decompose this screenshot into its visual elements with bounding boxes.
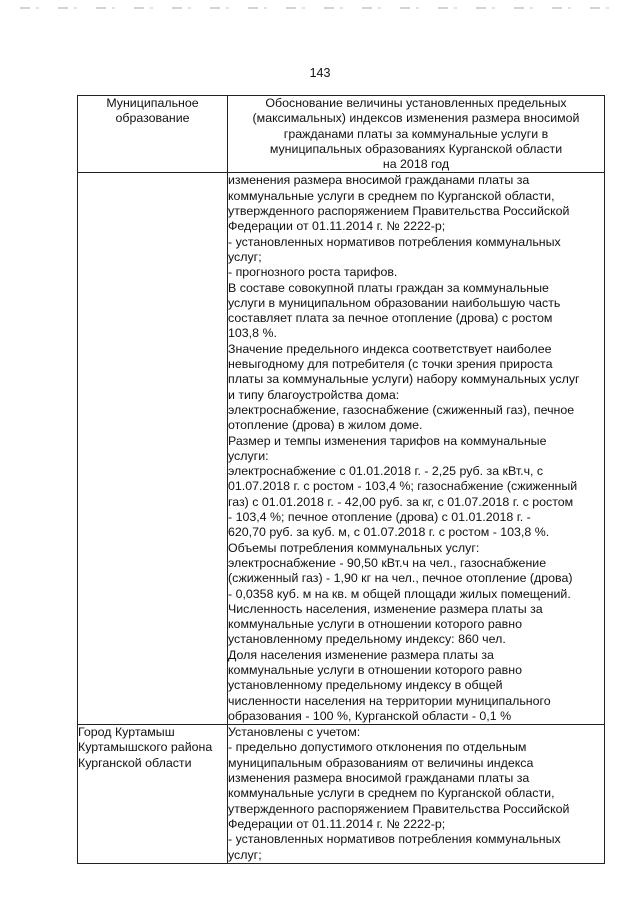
text-line: Размер и темпы изменения тарифов на коммунальные (228, 433, 547, 448)
text-line: утвержденного распоряжением Правительства Российской (228, 801, 570, 816)
text-line: образования - 100 %, Курганской области - 0,1 % (228, 708, 512, 723)
text-line: В составе совокупной платы граждан за коммунальные (228, 280, 549, 295)
text-line: коммунальные услуги в среднем по Курганской области, (228, 786, 555, 801)
page-number: 143 (309, 66, 331, 80)
text-line: гражданами платы за коммунальные услуги в (283, 126, 549, 141)
text-line: - прогнозного роста тарифов. (228, 265, 398, 280)
row1-municipality (78, 173, 228, 725)
text-line: - установленных нормативов потребления коммунальных (228, 832, 561, 847)
text-line: услуг; (228, 847, 262, 862)
text-line: электроснабжение, газоснабжение (сжиженный газ), печное (228, 402, 575, 417)
header-municipality-text (78, 96, 227, 127)
text-line: Установлены с учетом: (228, 725, 361, 740)
text-line: составляет плата за печное отопление (дрова) с ростом (228, 311, 553, 326)
text-line: Федерации от 01.11.2014 г. № 2222-р; (228, 219, 446, 234)
text-line: изменения размера вносимой гражданами платы за (228, 173, 530, 188)
text-line: численности населения на территории муниципального (228, 693, 551, 708)
table-header-row (78, 96, 605, 173)
header-justification (228, 96, 605, 173)
text-line: услуги в муниципальном образовании наибольшую часть (228, 295, 561, 310)
table-row (78, 173, 605, 725)
text-line: коммунальные услуги в среднем по Курганской области, (228, 188, 555, 203)
text-line: муниципальных образованиях Курганской области (269, 141, 563, 156)
row2-municipality-text (78, 725, 227, 771)
text-line: услуг; (228, 249, 262, 264)
header-justification-text (228, 96, 604, 172)
text-line: электроснабжение - 90,50 кВт.ч на чел., газоснабжение (228, 555, 547, 570)
text-line: Федерации от 01.11.2014 г. № 2222-р; (228, 816, 446, 831)
text-line: Курганской области (78, 755, 192, 770)
tariff-justification-table (77, 95, 605, 864)
text-line: (сжиженный газ) - 1,90 кг на чел., печное отопление (дрова) (228, 571, 573, 586)
text-line: платы за коммунальные услуги) набору коммунальных услуг (228, 372, 580, 387)
text-line: отопление (дрова) в жилом доме. (228, 418, 423, 433)
text-line: - 103,4 %; печное отопление (дрова) с 01.01.2018 г. - (228, 510, 531, 525)
text-line: 620,70 руб. за куб. м, с 01.07.2018 г. с ростом - 103,8 %. (228, 525, 550, 540)
text-line: утвержденного распоряжением Правительства Российской (228, 204, 570, 219)
text-line: и типу благоустройства дома: (228, 387, 400, 402)
text-line: невыгодному для потребителя (с точки зрения прироста (228, 357, 553, 372)
text-line: - 0,0358 куб. м на кв. м общей площади жилых помещений. (228, 586, 571, 601)
text-line: 103,8 %. (228, 326, 277, 341)
text-line: газ) с 01.01.2018 г. - 42,00 руб. за кг, с 01.07.2018 г. с ростом (228, 494, 574, 509)
row1-justification (228, 173, 605, 725)
text-line: - предельно допустимого отклонения по отдельным (228, 740, 527, 755)
text-line: установленному предельному индексу: 860 чел. (228, 632, 506, 647)
text-line: электроснабжение с 01.01.2018 г. - 2,25 руб. за кВт.ч, с (228, 464, 544, 479)
text-line: - установленных нормативов потребления коммунальных (228, 234, 561, 249)
text-line: образование (115, 111, 190, 126)
text-line: на 2018 год (382, 157, 450, 172)
text-line: Муниципальное (106, 96, 199, 110)
text-line: Объемы потребления коммунальных услуг: (228, 540, 480, 555)
table-row (78, 725, 605, 864)
text-line: Значение предельного индекса соответствует наиболее (228, 341, 552, 356)
row2-justification (228, 725, 605, 864)
row2-justification-text (228, 725, 604, 863)
text-line: услуги: (228, 448, 269, 463)
text-line: Доля населения изменение размера платы за (228, 647, 494, 662)
row1-justification-text (228, 173, 604, 724)
text-line: изменения размера вносимой гражданами платы за (228, 771, 530, 786)
text-line: коммунальные услуги в отношении которого равно (228, 617, 522, 632)
text-line: муниципальным образованиям от величины индекса (228, 755, 534, 770)
header-municipality (78, 96, 228, 173)
text-line: (максимальных) индексов изменения размера вносимой (252, 111, 580, 126)
text-line: коммунальные услуги в отношении которого равно (228, 662, 522, 677)
text-line: Город Куртамыш (78, 725, 175, 740)
text-line: 01.07.2018 г. с ростом - 103,4 %; газоснабжение (сжиженный (228, 479, 578, 494)
row2-municipality (78, 725, 228, 864)
text-line: Куртамышского района (78, 740, 213, 755)
text-line: Обоснование величины установленных предельных (265, 96, 567, 110)
text-line: Численность населения, изменение размера платы за (228, 601, 543, 616)
text-line: установленному предельному индексу в общей (228, 678, 503, 693)
scan-artifact (20, 7, 620, 9)
